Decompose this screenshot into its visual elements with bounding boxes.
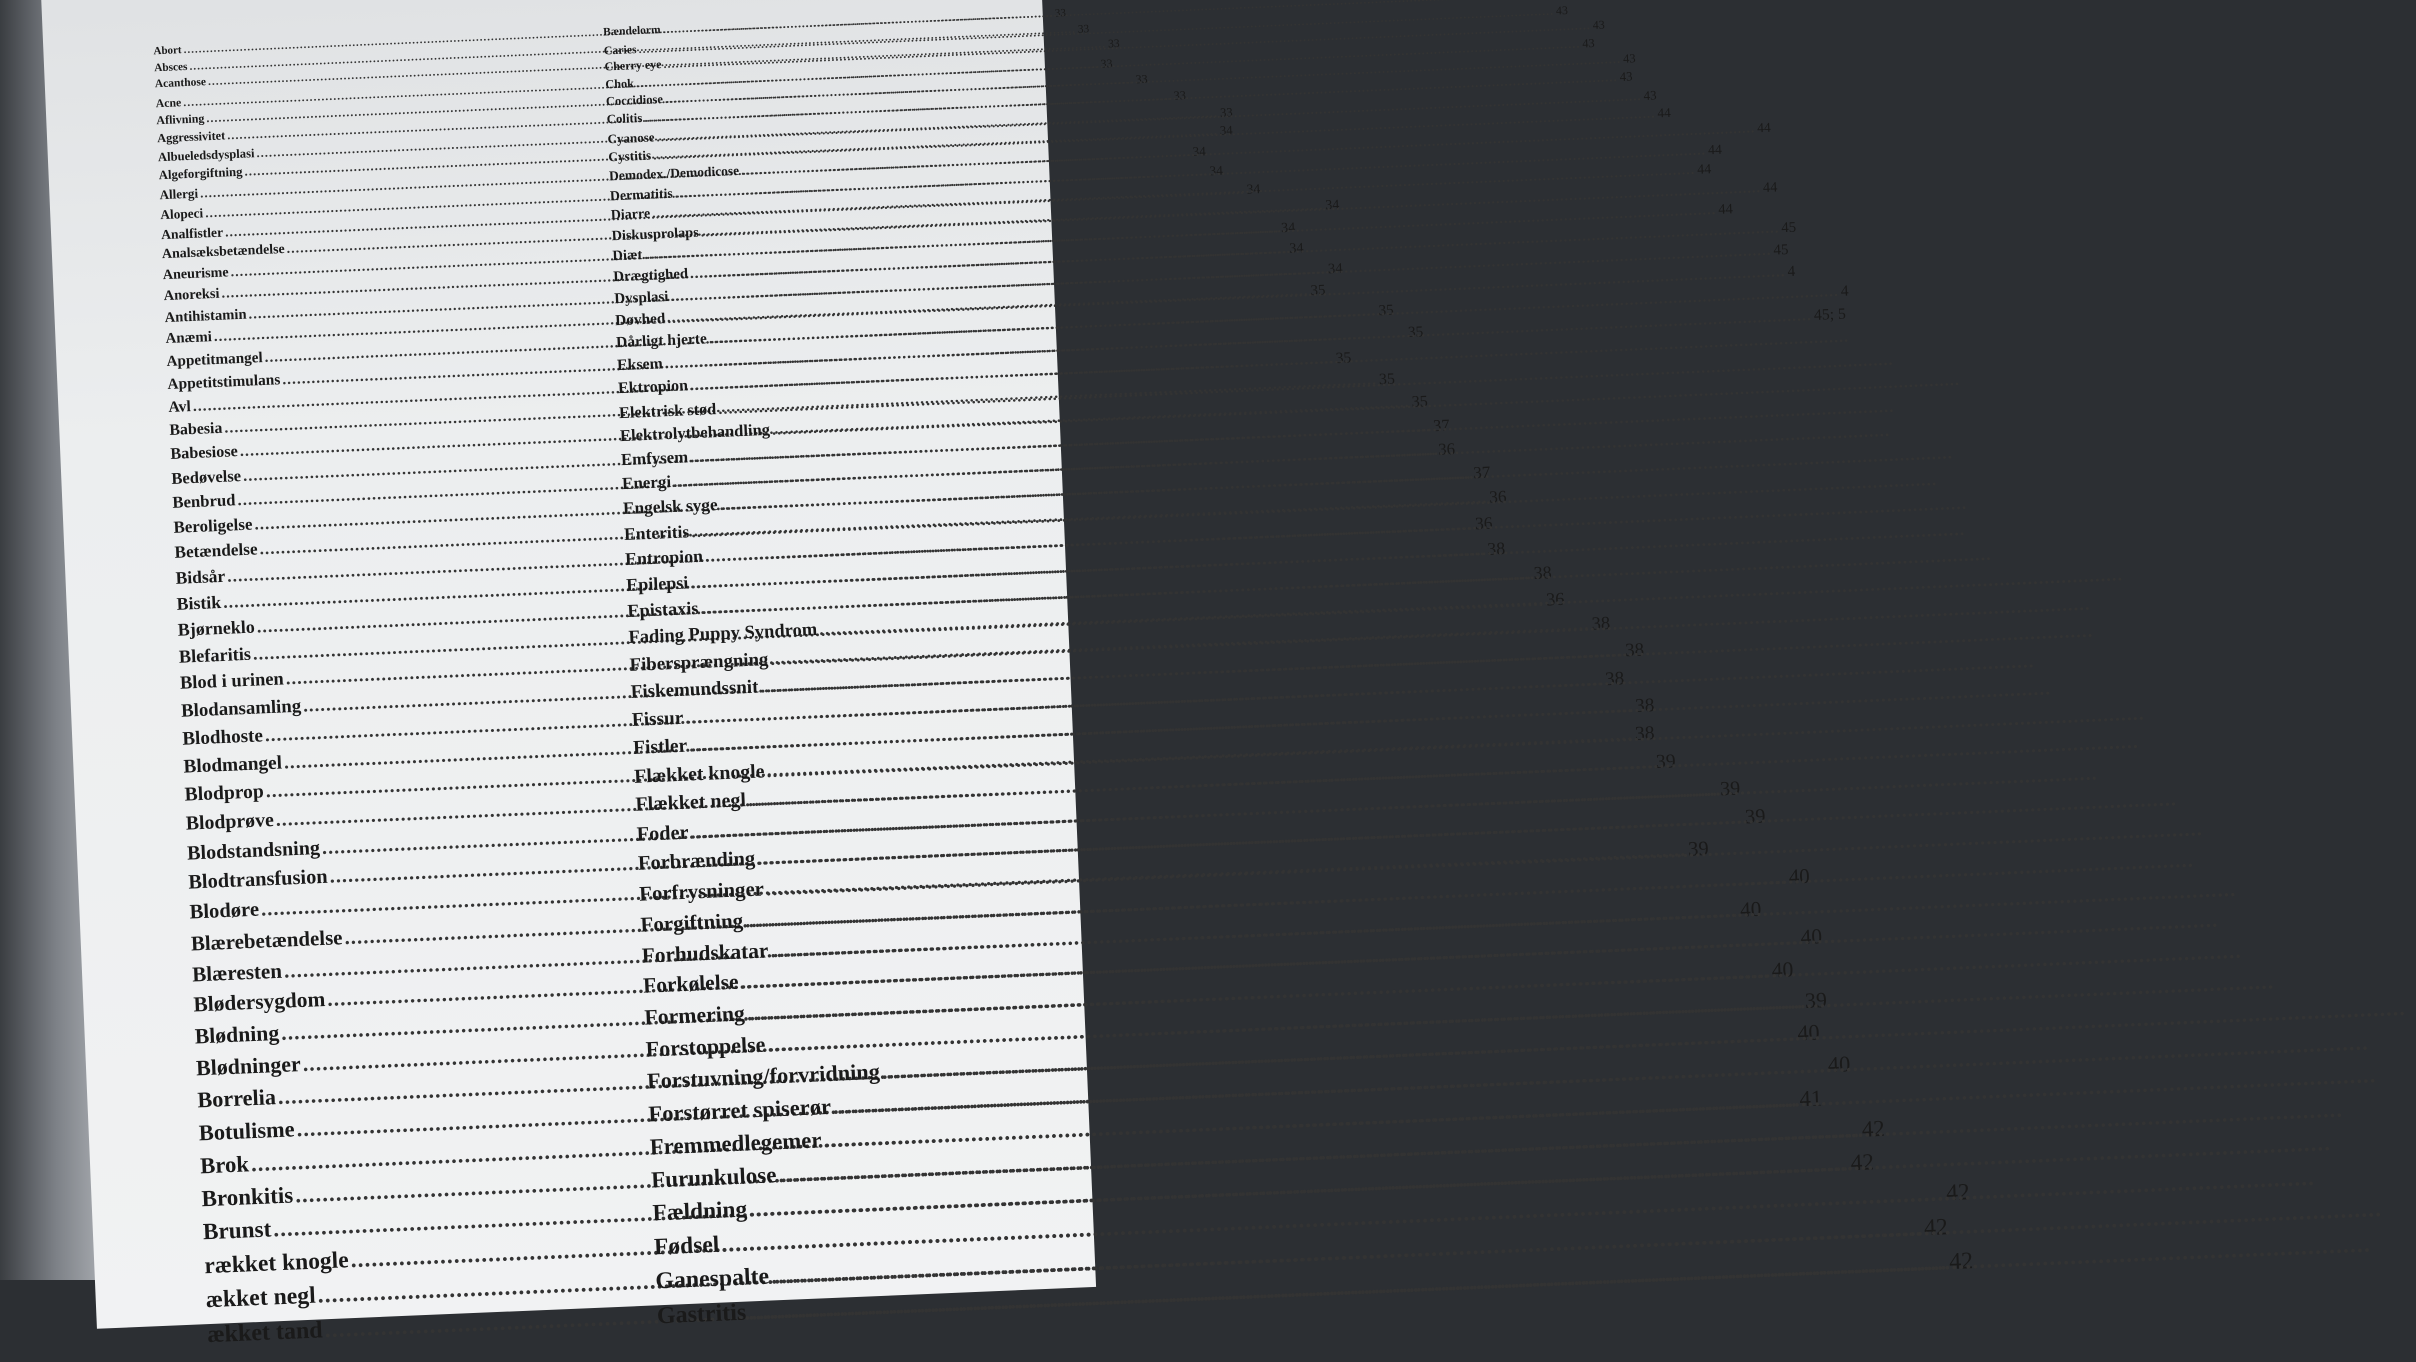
index-page-number: 37	[1472, 462, 1491, 483]
index-page-number: 39	[1687, 837, 1710, 861]
index-term: Fødsel	[653, 1231, 720, 1261]
index-page-number: 34	[1246, 180, 1261, 197]
index-term: Fading Puppy Syndrom	[628, 619, 818, 648]
index-page-number: 42	[1945, 1179, 1971, 1207]
index-page-number: 44	[1707, 141, 1723, 158]
index-page-number: 34	[1219, 123, 1233, 138]
index-term: Brunst	[202, 1216, 272, 1246]
index-page-number: 44	[1762, 179, 1778, 196]
index-term: Blefaritis	[178, 643, 252, 667]
index-page-number: 45; 5	[1813, 305, 1847, 324]
index-page-number: 39	[1655, 750, 1677, 774]
index-term: Elektrolytbehandling	[619, 420, 771, 446]
index-term: Engelsk syge	[622, 495, 718, 519]
index-page-number: 36	[1545, 588, 1565, 610]
index-term: Blodøre	[189, 898, 260, 924]
index-term: Aggressivitet	[156, 128, 226, 146]
index-term: Blødning	[194, 1020, 280, 1049]
index-term: Blodprøve	[185, 809, 275, 836]
index-page-number: 40	[1800, 924, 1823, 950]
index-page-number: 38	[1604, 667, 1625, 690]
index-page-number: 38	[1634, 722, 1655, 745]
index-page-number: 34	[1327, 260, 1343, 277]
index-term: Fissur	[631, 707, 684, 731]
index-term: Alopeci	[160, 205, 204, 223]
index-term: Appetitmangel	[166, 349, 263, 371]
index-term: Forstoppelse	[645, 1031, 766, 1062]
index-term: Flækket negl	[635, 789, 747, 817]
index-page-number: 4	[1840, 282, 1849, 301]
index-term: Coccidiose	[605, 92, 664, 109]
index-term: Anoreksi	[163, 286, 220, 305]
index-page-number: 35	[1335, 349, 1352, 367]
index-page-number: 44	[1756, 120, 1772, 136]
index-page-number: 33	[1219, 104, 1233, 120]
index-term: Cyanose	[607, 128, 655, 146]
index-term: Blødninger	[195, 1051, 302, 1081]
index-page-number: 40	[1771, 957, 1794, 983]
index-term: Formering	[643, 1001, 746, 1030]
index-term: Døvhed	[614, 310, 666, 330]
index-page-number: 40	[1788, 863, 1811, 889]
index-term: Botulisme	[198, 1116, 296, 1146]
index-page-number: 34	[1325, 197, 1340, 214]
index-page-number: 37	[1432, 415, 1450, 436]
index-term: Anæmi	[165, 329, 213, 348]
index-page-number: 36	[1474, 513, 1493, 534]
index-term: Abort	[153, 44, 182, 58]
index-term: Ganespalte	[654, 1264, 770, 1295]
index-page-number: 40	[1796, 1019, 1821, 1046]
index-page-number: 42	[1861, 1115, 1886, 1142]
index-page-number: 42	[1948, 1248, 1974, 1276]
index-term: Blodmangel	[183, 752, 283, 778]
index-term: Forhudskatar	[641, 937, 769, 968]
index-page-number: 33	[1135, 71, 1148, 87]
index-page-number: 43	[1592, 17, 1605, 33]
index-term: Fiskemundssnit	[630, 676, 759, 703]
index-page-number: 43	[1582, 35, 1595, 51]
index-page-number: 35	[1378, 370, 1396, 389]
index-page-number: 45	[1773, 241, 1789, 259]
index-page-number: 44	[1657, 105, 1672, 121]
index-term: Blod i urinen	[179, 669, 285, 694]
index-page-number: 35	[1310, 282, 1326, 300]
index-term: Forfrysninger	[638, 877, 765, 906]
index-term: Acne	[155, 94, 182, 110]
index-page-number: 43	[1622, 51, 1636, 66]
index-page-number: 33	[1054, 7, 1067, 20]
index-page-number: 36	[1488, 487, 1507, 507]
index-term: Fibersprængning	[629, 648, 769, 676]
index-term: Enteritis	[623, 521, 690, 545]
index-term: Albueledsdysplasi	[157, 145, 255, 164]
index-term: ækket negl	[205, 1283, 317, 1314]
index-term: Dermatitis	[609, 185, 674, 204]
index-page-number: 36	[1437, 439, 1456, 460]
index-term: rækket knogle	[203, 1247, 350, 1280]
index-term: Forstørret spiserør	[647, 1093, 832, 1127]
index-term: Beroligelse	[173, 514, 253, 537]
index-term: Diarre	[610, 206, 651, 223]
index-term: Forbrænding	[637, 847, 756, 875]
index-page-number: 40	[1827, 1050, 1851, 1077]
index-term: Fældning	[652, 1196, 748, 1227]
index-term: Foder	[636, 821, 689, 846]
index-page-number: 39	[1744, 805, 1766, 829]
index-term: Demodex./Demodicose	[608, 163, 740, 184]
index-term: Blodhoste	[181, 724, 264, 750]
index-page-number: 33	[1100, 55, 1113, 71]
index-term: Colitis	[606, 111, 643, 127]
index-term: Eksem	[616, 355, 664, 374]
index-term: Fistler	[632, 735, 688, 759]
index-page-number: 43	[1619, 69, 1633, 85]
index-term: Cherry eye	[604, 57, 662, 74]
index-term: Emfysem	[620, 447, 689, 470]
index-term: Analsæksbetændelse	[161, 241, 285, 262]
index-term: Algeforgiftning	[158, 164, 243, 183]
index-page-number: 34	[1209, 162, 1224, 179]
index-term: Forstuvning/forvridning	[646, 1059, 881, 1094]
index-term: Brok	[199, 1150, 250, 1178]
index-term: Blødersygdom	[192, 987, 326, 1017]
index-page-number: 40	[1739, 896, 1762, 922]
index-page-number: 33	[1077, 22, 1090, 36]
index-term: Appetitstimulans	[167, 371, 281, 393]
index-page-number: 38	[1533, 562, 1552, 584]
index-page-number: 39	[1719, 777, 1741, 800]
index-term: Furunkulose	[650, 1162, 777, 1193]
index-term: Gastritis	[656, 1299, 747, 1330]
index-term: Blodprop	[184, 781, 265, 806]
index-page-number: 34	[1192, 143, 1207, 160]
index-page-number: 44	[1718, 201, 1734, 219]
index-term: Blodansamling	[180, 695, 302, 722]
index-page-number: 35	[1411, 392, 1429, 412]
index-page-number: 42	[1923, 1214, 1949, 1242]
index-page-number: 45	[1781, 220, 1797, 237]
index-term: Diskusprolaps	[611, 224, 700, 245]
index-term: Bedøvelse	[171, 466, 242, 489]
index-page-number: 35	[1378, 302, 1395, 320]
index-term: Bistik	[176, 592, 222, 615]
index-term: Analfistler	[160, 224, 224, 242]
index-term: Fremmedlegemer	[649, 1126, 822, 1160]
index-term: Forgiftning	[640, 908, 744, 937]
index-term: Drægtighed	[613, 266, 689, 286]
index-page-number: 38	[1634, 694, 1655, 717]
index-term: Dysplasi	[613, 288, 669, 307]
index-page-number: 33	[1173, 88, 1187, 103]
index-term: Absces	[153, 60, 188, 74]
index-term: Entropion	[624, 546, 704, 570]
index-page-number: 43	[1555, 2, 1569, 18]
index-term: Blærebetændelse	[190, 925, 343, 956]
index-term: Acanthose	[154, 76, 207, 91]
index-page-number: 34	[1280, 220, 1296, 237]
index-page-number: 38	[1486, 538, 1506, 560]
index-term: Blæresten	[191, 958, 283, 987]
index-term: Energi	[621, 472, 672, 494]
index-term: Borrelia	[196, 1084, 277, 1113]
index-term: Blodtransfusion	[187, 865, 329, 894]
index-page-number: 35	[1407, 323, 1424, 341]
index-page-number: 41	[1798, 1084, 1823, 1111]
index-term: Betændelse	[174, 539, 258, 562]
index-term: Bidsår	[175, 566, 226, 589]
index-term: Aneurisme	[162, 264, 229, 284]
index-term: Cystitis	[608, 147, 652, 165]
index-page-number: 38	[1624, 639, 1645, 662]
index-term: Epistaxis	[626, 598, 699, 622]
index-term: Dårligt hjerte	[615, 330, 708, 352]
index-page-number: 44	[1696, 161, 1712, 178]
index-term: Forkølelse	[642, 970, 740, 999]
index-page-number: 43	[1643, 86, 1657, 103]
index-term: Avl	[168, 397, 192, 416]
index-page-number: 42	[1850, 1149, 1875, 1177]
index-term: ækket tand	[206, 1317, 324, 1349]
index-term: Benbrud	[172, 490, 236, 513]
index-term: Babesiose	[170, 442, 239, 464]
index-term: Bronkitis	[201, 1182, 294, 1212]
index-term: Antihistamin	[164, 306, 247, 326]
index-term: Bændelorm	[602, 24, 661, 39]
index-page-number: 4	[1787, 263, 1796, 281]
index-term: Ektropion	[617, 376, 689, 397]
index-term: Flækket knogle	[633, 760, 765, 788]
index-term: Caries	[603, 41, 637, 57]
index-term: Elektrisk stød	[618, 398, 717, 422]
book-page	[40, 0, 1974, 1349]
index-term: Chok	[604, 75, 635, 92]
index-term: Aflivning	[156, 111, 205, 128]
index-term: Allergi	[159, 185, 199, 203]
index-term: Babesia	[169, 419, 223, 439]
index-term: Blodstandsning	[186, 836, 321, 865]
index-term: Bjørneklo	[177, 616, 256, 641]
index-page-number: 34	[1288, 240, 1304, 258]
index-page-number: 33	[1107, 38, 1120, 51]
index-term: Epilepsi	[625, 572, 689, 596]
index-term: Diæt	[612, 247, 643, 265]
index-page-number: 39	[1804, 987, 1828, 1014]
index-page-number: 38	[1591, 613, 1611, 635]
